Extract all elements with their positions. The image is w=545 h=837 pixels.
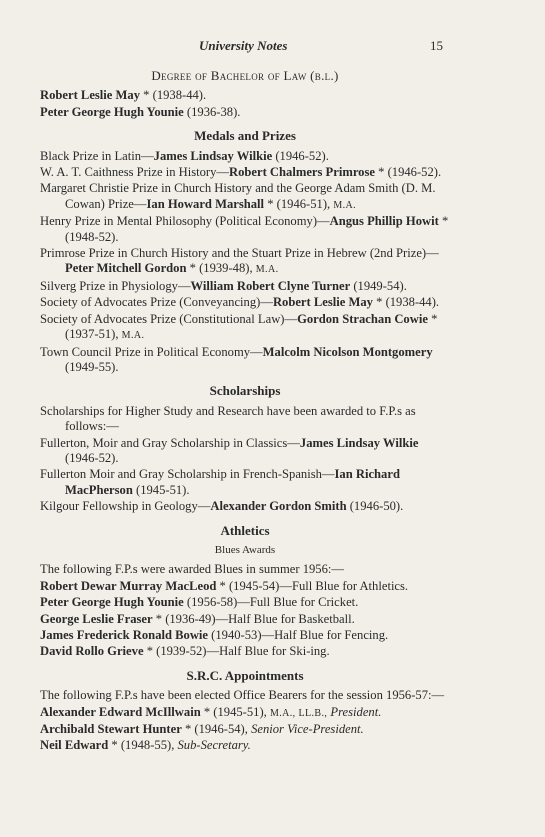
athletics-entry <box>40 579 450 594</box>
office-title: Senior Vice-President. <box>251 722 364 737</box>
entry-detail: (1949-55). <box>65 359 119 374</box>
medal-entry <box>40 312 450 344</box>
prize-name: Primrose Prize in Church History and the Stuart Prize in Hebrew (2nd Prize)— <box>40 246 439 261</box>
person-name: George Leslie Fraser <box>40 611 153 626</box>
medal-entry <box>40 246 450 278</box>
athletics-entry <box>40 628 450 643</box>
scholarship-entry <box>40 436 450 467</box>
degree-entry <box>40 105 450 120</box>
prize-name: Black Prize in Latin— <box>40 148 154 163</box>
medal-entry <box>40 149 450 164</box>
page-content <box>40 60 450 755</box>
office-title: President. <box>327 704 382 719</box>
person-name: Malcolm Nicolson Montgomery <box>262 344 433 359</box>
scholarship-entry <box>40 499 450 514</box>
degree-tag: M.A., LL.B., <box>269 707 328 719</box>
entry-detail: (1956-58)—Full Blue for Cricket. <box>183 595 359 610</box>
entry-detail: (1940-53)—Half Blue for Fencing. <box>208 628 389 642</box>
degree-list <box>40 88 450 120</box>
entry-detail: * (1946-51), <box>264 196 331 211</box>
scholarships-intro: Scholarships for Higher Study and Research have been awarded to F.P.s as follows:— <box>40 403 416 434</box>
medals-list <box>40 149 450 376</box>
person-name: James Lindsay Wilkie <box>299 435 419 450</box>
person-name: Gordon Strachan Cowie <box>297 311 428 326</box>
src-heading: S.R.C. Appointments <box>186 667 304 683</box>
medal-entry <box>40 181 450 213</box>
degree-entry <box>40 88 450 103</box>
prize-name: Silverg Prize in Physiology— <box>40 278 191 293</box>
person-name: Robert Leslie May <box>40 88 141 103</box>
degree-tag: M.A. <box>333 199 357 211</box>
degree-tag: M.A. <box>121 330 145 342</box>
src-intro: The following F.P.s have been elected Office Bearers for the session 1956-57:— <box>40 688 445 703</box>
page-number: 15 <box>430 38 443 53</box>
prize-name: Society of Advocates Prize (Conveyancing)— <box>40 295 273 310</box>
entry-detail: (1945-51). <box>132 482 190 497</box>
entry-detail: * (1939-48), <box>186 261 253 276</box>
person-name: Robert Dewar Murray MacLeod <box>40 578 217 593</box>
entry-detail: * (1937-51), <box>65 311 438 342</box>
entry-detail: * (1945-51), <box>200 704 270 719</box>
src-entry <box>40 722 450 737</box>
degree-heading: Degree of Bachelor of Law (b.l.) <box>151 68 339 83</box>
person-name: Robert Leslie May <box>272 295 373 310</box>
person-name: Alexander Edward McIllwain <box>40 704 201 719</box>
prize-name: W. A. T. Caithness Prize in History— <box>40 165 230 180</box>
entry-detail: * (1946-52). <box>374 165 442 180</box>
entry-detail: (1949-54). <box>350 278 407 293</box>
medals-heading: Medals and Prizes <box>194 128 296 144</box>
scholarships-list <box>40 436 450 515</box>
office-title: Sub-Secretary. <box>177 738 251 753</box>
entry-detail: * (1936-49)—Half Blue for Basketball. <box>152 611 355 626</box>
scholarships-heading: Scholarships <box>209 383 281 399</box>
athletics-entry <box>40 644 450 659</box>
person-name: Peter Mitchell Gordon <box>65 261 187 276</box>
person-name: Angus Phillip Howit <box>329 214 439 229</box>
src-list <box>40 705 450 754</box>
person-name: James Lindsay Wilkie <box>153 148 273 163</box>
person-name: Robert Chalmers Primrose <box>229 165 375 180</box>
prize-name: Henry Prize in Mental Philosophy (Political Economy)— <box>40 214 330 229</box>
medal-entry <box>40 165 450 180</box>
athletics-heading: Athletics <box>220 522 270 538</box>
running-title: University Notes <box>199 38 288 53</box>
person-name: James Frederick Ronald Bowie <box>40 628 209 642</box>
entry-detail: * (1946-54), <box>181 722 252 737</box>
entry-detail: * (1939-52)—Half Blue for Ski-ing. <box>143 644 330 659</box>
person-name: Archibald Stewart Hunter <box>40 722 182 737</box>
entry-detail: (1936-38). <box>183 104 241 119</box>
blues-awards-subheading: Blues Awards <box>214 543 276 556</box>
entry-detail: * (1938-44). <box>140 88 207 103</box>
person-name: Alexander Gordon Smith <box>210 499 347 514</box>
athletics-list <box>40 579 450 660</box>
page-header <box>0 38 545 58</box>
person-name: William Robert Clyne Turner <box>190 278 351 293</box>
person-name: Ian Howard Marshall <box>146 196 265 211</box>
medal-entry <box>40 214 450 245</box>
entry-detail: * (1945-54)—Full Blue for Athletics. <box>216 578 409 593</box>
entry-detail: (1946-52). <box>272 148 329 163</box>
medal-entry <box>40 345 450 376</box>
person-name: Neil Edward <box>40 738 109 753</box>
entry-detail: * (1948-55), <box>108 738 178 753</box>
src-entry <box>40 705 450 721</box>
prize-name: Society of Advocates Prize (Constitutional Law)— <box>40 311 298 326</box>
athletics-intro: The following F.P.s were awarded Blues in summer 1956:— <box>40 562 344 577</box>
prize-name: Margaret Christie Prize in Church History and the George Adam Smith (D. M. Cowan) Prize— <box>40 181 436 211</box>
entry-detail: * (1948-52). <box>65 214 449 244</box>
award-name: Kilgour Fellowship in Geology— <box>40 499 211 514</box>
medal-entry <box>40 295 450 310</box>
prize-name: Town Council Prize in Political Economy— <box>40 344 263 359</box>
person-name: Peter George Hugh Younie <box>40 595 184 610</box>
person-name: Peter George Hugh Younie <box>40 104 184 119</box>
award-name: Fullerton, Moir and Gray Scholarship in Classics— <box>40 435 300 450</box>
athletics-entry <box>40 595 450 610</box>
entry-detail: * (1938-44). <box>372 295 440 310</box>
entry-detail: (1946-50). <box>346 499 404 514</box>
degree-tag: M.A. <box>255 264 279 276</box>
award-name: Fullerton Moir and Gray Scholarship in French-Spanish— <box>40 467 335 482</box>
medal-entry <box>40 279 450 294</box>
src-entry <box>40 738 450 753</box>
person-name: Ian Richard MacPherson <box>65 467 400 497</box>
person-name: David Rollo Grieve <box>40 644 144 659</box>
entry-detail: (1946-52). <box>65 450 119 465</box>
scholarship-entry <box>40 467 450 498</box>
athletics-entry <box>40 612 450 627</box>
